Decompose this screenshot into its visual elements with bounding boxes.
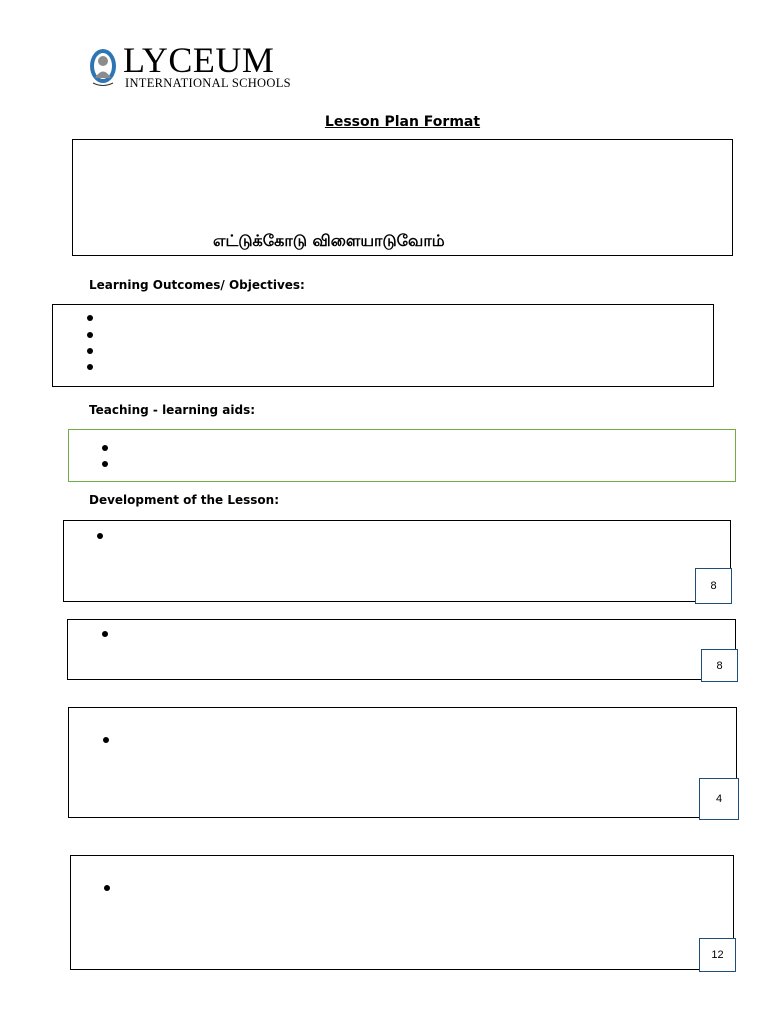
outcomes-heading: Learning Outcomes/ Objectives: <box>89 278 305 292</box>
marks-badge: 12 <box>699 938 736 972</box>
development-step-box[interactable] <box>63 520 731 602</box>
marks-badge: 8 <box>695 568 732 604</box>
bullet-icon <box>103 737 109 743</box>
bullet-icon <box>97 533 103 539</box>
outcomes-box[interactable] <box>52 304 714 387</box>
development-step-box[interactable] <box>68 707 737 818</box>
bullet-icon <box>87 315 93 321</box>
marks-badge: 4 <box>699 778 739 820</box>
bullet-icon <box>87 348 93 354</box>
bullet-icon <box>87 364 93 370</box>
bullet-icon <box>102 631 108 637</box>
aids-box[interactable] <box>68 429 736 482</box>
lesson-topic: எட்டுக்கோடு விளையாடுவோம் <box>213 231 445 250</box>
development-heading: Development of the Lesson: <box>89 493 280 507</box>
lesson-title-box <box>72 139 733 256</box>
logo-subtitle: INTERNATIONAL SCHOOLS <box>125 76 291 90</box>
marks-badge: 8 <box>701 649 738 682</box>
aids-heading: Teaching - learning aids: <box>89 403 256 417</box>
bullet-icon <box>102 461 108 467</box>
bullet-icon <box>87 332 93 338</box>
bullet-icon <box>102 445 108 451</box>
development-step-box[interactable] <box>70 855 734 970</box>
development-step-box[interactable] <box>67 619 736 680</box>
lyceum-emblem-icon <box>88 47 118 89</box>
document-title: Lesson Plan Format <box>324 114 481 130</box>
logo-wordmark: LYCEUM <box>123 40 275 80</box>
bullet-icon <box>104 885 110 891</box>
